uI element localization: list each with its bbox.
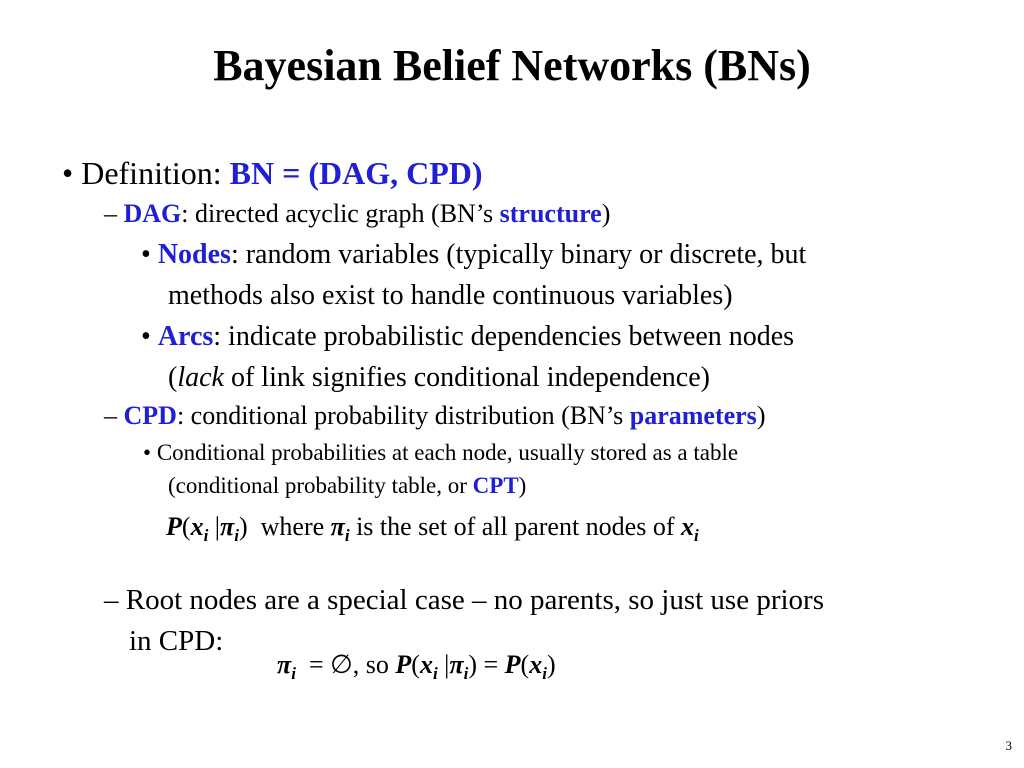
formula-rest: is the set of all parent nodes of [356,512,675,541]
arcs-continuation [168,359,710,397]
cpd-label: CPD [123,401,177,430]
dag-close: ) [601,199,611,228]
bullet-dot-icon: • [141,239,158,270]
arcs-open: ( [168,362,178,393]
root-text-1: – Root nodes are a special case – no parents, so just use priors [104,584,824,616]
formula-where: where [260,512,325,541]
bullet-dot-icon: • [62,155,82,191]
bullet-cpd [104,401,765,431]
dag-text: : directed acyclic graph (BN’s [181,199,500,228]
cpd-close: ) [756,401,766,430]
dag-structure: structure [499,199,602,228]
bullet-dag [104,199,610,229]
arcs-lack: lack [177,362,224,393]
root-text-2: in CPD: [129,625,224,657]
nodes-text-1: : random variables (typically binary or discrete, but [230,239,807,270]
page-number: 3 [1005,738,1012,753]
slide-title: Bayesian Belief Networks (BNs) [213,41,811,90]
arcs-text-1: : indicate probabilistic dependencies between nodes [213,321,795,352]
nodes-continuation [168,277,733,315]
formula-so: so [365,650,389,679]
definition-highlight: BN = (DAG, CPD) [229,155,483,191]
dash-icon: – [104,401,124,430]
formula-root: $\pi_i$ = ∅, so $P(x_i$ $|\pi_i) = P(x_i)$ [277,650,556,683]
cpd-text: : conditional probability distribution (BN’s [176,401,630,430]
arcs-label: Arcs [157,321,214,352]
root-continuation [129,624,223,658]
bullet-definition [62,155,483,191]
cpd-parameters: parameters [629,401,757,430]
cpt-text-2: (conditional probability table, or [168,473,473,498]
definition-label: Definition: [81,155,230,191]
nodes-label: Nodes [157,239,231,270]
cpt-continuation [168,470,526,502]
bullet-dot-icon: • [143,440,157,465]
cpt-label: CPT [472,473,519,498]
dash-icon: – [104,199,124,228]
bullet-root-nodes [104,583,824,617]
nodes-text-2: methods also exist to handle continuous variables) [168,280,733,311]
dag-label: DAG [123,199,182,228]
bullet-nodes [141,236,806,274]
bullet-cpt [143,437,738,469]
cpt-close: ) [518,473,527,498]
bullet-arcs [141,318,794,356]
cpt-text-1: Conditional probabilities at each node, usually stored as a table [156,440,739,465]
bullet-dot-icon: • [141,321,158,352]
formula-conditional: $P(x_i$ $|\pi_i$) where $\pi_i$ is the set of all parent nodes of $x_i$ [166,512,699,545]
arcs-text-2: of link signifies conditional independence) [223,362,710,393]
